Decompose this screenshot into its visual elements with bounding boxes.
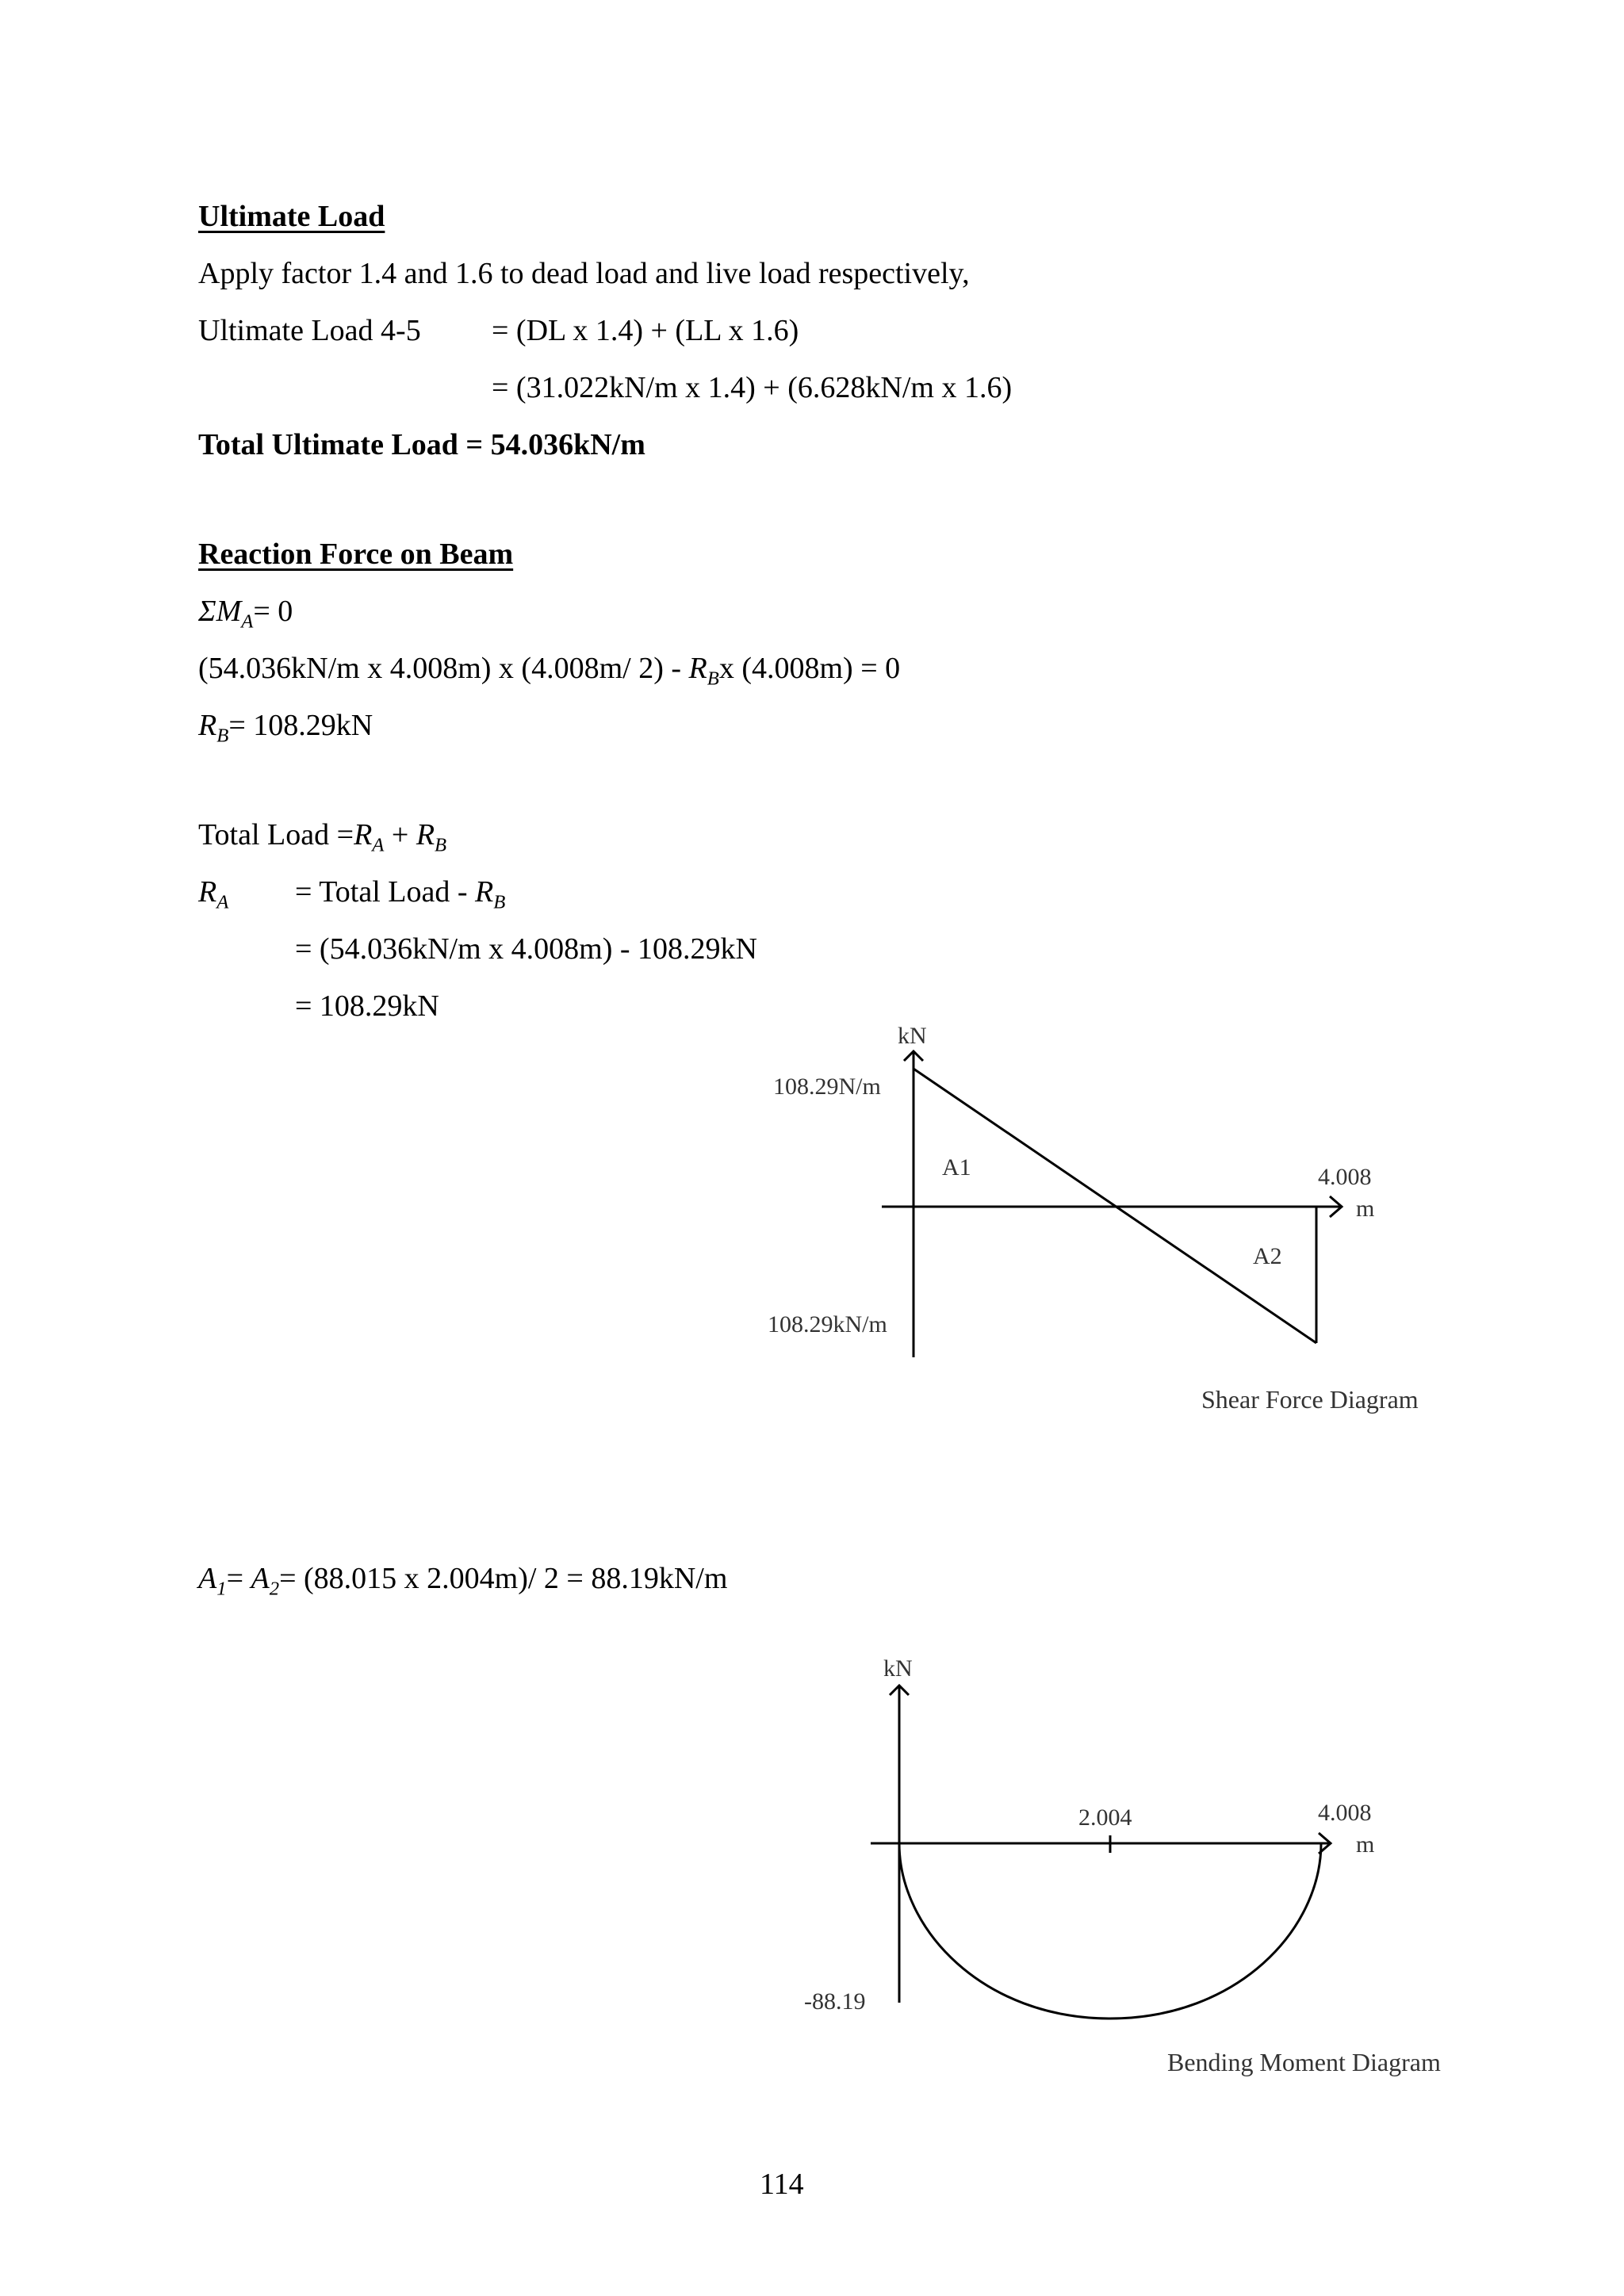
shear-top-label: 108.29N/m bbox=[773, 1073, 881, 1100]
moment-caption: Bending Moment Diagram bbox=[1167, 2048, 1441, 2076]
rb-result bbox=[198, 710, 373, 746]
moment-x-unit: m bbox=[1356, 1831, 1375, 1858]
moment-equation bbox=[198, 653, 900, 689]
shear-bottom-label: 108.29kN/m bbox=[768, 1311, 887, 1337]
areas-eq: = bbox=[226, 1562, 251, 1595]
moment-sum-rest: = 0 bbox=[253, 595, 293, 628]
ra-symbol-line bbox=[198, 877, 228, 913]
ra-equation-1-rb-symbol: R bbox=[475, 875, 494, 909]
shear-x-end: 4.008 bbox=[1318, 1164, 1372, 1190]
ra-equation-3: = 108.29kN bbox=[295, 989, 439, 1023]
ra-subscript: A bbox=[216, 891, 229, 913]
shear-y-arrow bbox=[904, 1051, 923, 1061]
shear-line bbox=[914, 1069, 1316, 1343]
total-load-plus: + bbox=[384, 818, 416, 851]
area-a2-subscript: 2 bbox=[269, 1578, 280, 1600]
shear-area-a1: A1 bbox=[942, 1154, 971, 1181]
moment-equation-rb-symbol: R bbox=[688, 652, 707, 685]
moment-equation-part1: (54.036kN/m x 4.008m) x (4.008m/ 2) - bbox=[198, 652, 689, 685]
areas-rest: = (88.015 x 2.004m)/ 2 = 88.19kN/m bbox=[279, 1562, 728, 1595]
ultimate-load-intro: Apply factor 1.4 and 1.6 to dead load and live load respectively, bbox=[198, 257, 970, 290]
rb-subscript: B bbox=[216, 725, 229, 747]
ultimate-load-eq2: = (31.022kN/m x 1.4) + (6.628kN/m x 1.6) bbox=[492, 371, 1013, 404]
shear-x-unit: m bbox=[1356, 1196, 1375, 1222]
ultimate-load-label: Ultimate Load 4-5 bbox=[198, 314, 421, 347]
area-a1-symbol: A bbox=[198, 1562, 217, 1595]
area-a1-subscript: 1 bbox=[216, 1578, 227, 1600]
moment-equation-part2: x (4.008m) = 0 bbox=[718, 652, 901, 685]
moment-sum-subscript: A bbox=[241, 610, 254, 633]
total-load-rb-symbol: R bbox=[416, 818, 435, 851]
shear-caption: Shear Force Diagram bbox=[1201, 1385, 1419, 1414]
page-number: 114 bbox=[760, 2168, 804, 2201]
total-load-label: Total Load = bbox=[198, 818, 354, 851]
total-load-equation bbox=[198, 820, 446, 855]
shear-area-a2: A2 bbox=[1253, 1243, 1282, 1269]
moment-x-arrow bbox=[1319, 1833, 1331, 1854]
shear-x-arrow bbox=[1330, 1196, 1342, 1217]
moment-y-unit: kN bbox=[883, 1655, 913, 1682]
area-a2-symbol: A bbox=[251, 1562, 270, 1595]
ra-equation-1-rb-subscript: B bbox=[493, 891, 506, 913]
heading-reaction-force: Reaction Force on Beam bbox=[198, 538, 514, 571]
moment-x-end: 4.008 bbox=[1318, 1800, 1372, 1826]
moment-curve bbox=[899, 1843, 1321, 2019]
ra-symbol: R bbox=[198, 875, 217, 909]
ra-equation-1-text: = Total Load - bbox=[295, 875, 476, 909]
heading-ultimate-load: Ultimate Load bbox=[198, 200, 385, 233]
shear-y-unit: kN bbox=[898, 1023, 927, 1049]
moment-equation-rb-subscript: B bbox=[707, 668, 719, 690]
total-load-rb-subscript: B bbox=[435, 834, 447, 856]
rb-symbol: R bbox=[198, 709, 217, 742]
total-ultimate-load: Total Ultimate Load = 54.036kN/m bbox=[198, 428, 645, 461]
rb-value: = 108.29kN bbox=[228, 709, 373, 742]
areas-equation bbox=[198, 1563, 727, 1599]
moment-x-mid: 2.004 bbox=[1078, 1804, 1132, 1831]
moment-min-label: -88.19 bbox=[804, 1988, 866, 2015]
ultimate-load-eq1: = (DL x 1.4) + (LL x 1.6) bbox=[492, 314, 799, 347]
ra-equation-1 bbox=[295, 877, 505, 913]
total-load-ra-symbol: R bbox=[354, 818, 373, 851]
moment-y-arrow bbox=[890, 1686, 909, 1695]
moment-sum-equation bbox=[198, 596, 293, 632]
ra-equation-2: = (54.036kN/m x 4.008m) - 108.29kN bbox=[295, 932, 757, 966]
total-load-ra-subscript: A bbox=[372, 834, 385, 856]
moment-sum-symbol: ΣM bbox=[198, 595, 242, 628]
